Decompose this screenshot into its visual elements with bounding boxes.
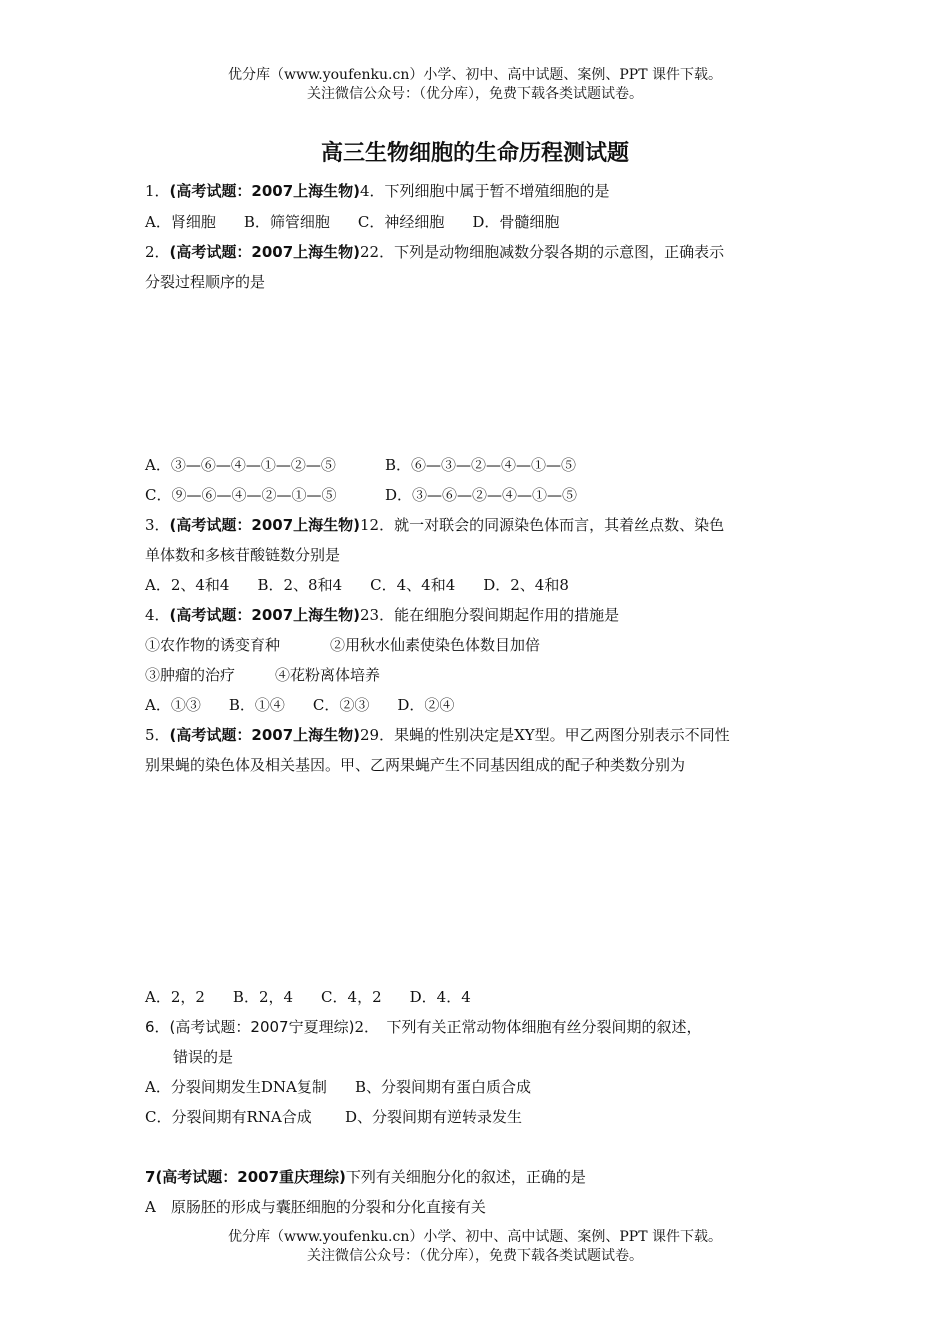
question-5-stem-cont: 别果蝇的染色体及相关基因。甲、乙两果蝇产生不同基因组成的配子种类数分别为 xyxy=(145,756,686,774)
option-a: A．③—⑥—④—①—②—⑤ xyxy=(145,456,336,474)
question-stem: 23．能在细胞分裂间期起作用的措施是 xyxy=(360,606,620,624)
question-6-options-row-2 xyxy=(145,1106,522,1128)
question-5-figure-area xyxy=(145,780,805,980)
question-4 xyxy=(145,604,619,626)
question-1 xyxy=(145,180,610,202)
question-number: 5． xyxy=(145,726,170,744)
question-6 xyxy=(145,1016,701,1038)
option-d: D．4．4 xyxy=(409,988,471,1006)
page-footer xyxy=(0,1228,950,1266)
question-number: 3． xyxy=(145,516,170,534)
item-2: ②用秋水仙素使染色体数目加倍 xyxy=(330,636,541,654)
question-4-items-row-2 xyxy=(145,664,380,686)
question-stem: 4．下列细胞中属于暂不增殖细胞的是 xyxy=(360,182,610,200)
option-c: C．4、4和4 xyxy=(370,576,456,594)
question-source: (高考试题：2007上海生物) xyxy=(169,726,361,744)
option-c: C．神经细胞 xyxy=(357,213,445,231)
option-a: A．肾细胞 xyxy=(145,213,216,231)
question-3 xyxy=(145,514,724,536)
header-line-1: 优分库（www.youfenku.cn）小学、初中、高中试题、案例、PPT 课件下载。 xyxy=(227,67,722,83)
item-1: ①农作物的诱变育种 xyxy=(145,636,281,654)
option-c: C．分裂间期有RNA合成 xyxy=(145,1108,312,1126)
question-number: 1． xyxy=(145,182,170,200)
question-4-items-row-1 xyxy=(145,634,540,656)
question-5-options xyxy=(145,986,471,1008)
question-source: (高考试题：2007宁夏理综) xyxy=(169,1018,355,1036)
option-a: A．2，2 xyxy=(145,988,205,1006)
question-2-stem-cont: 分裂过程顺序的是 xyxy=(145,273,266,291)
question-stem: 2． 下列有关正常动物体细胞有丝分裂间期的叙述， xyxy=(354,1018,702,1036)
question-5 xyxy=(145,724,730,746)
question-3-options xyxy=(145,574,569,596)
question-4-options xyxy=(145,694,454,716)
question-2-options-row-2 xyxy=(145,484,577,506)
question-6-stem-cont: 错误的是 xyxy=(173,1048,234,1066)
option-a: A．分裂间期发生DNA复制 xyxy=(145,1078,327,1096)
question-7 xyxy=(145,1166,586,1188)
question-stem: 22．下列是动物细胞减数分裂各期的示意图，正确表示 xyxy=(360,243,725,261)
option-d: D．③—⑥—②—④—①—⑤ xyxy=(385,486,578,504)
question-6-options-row-1 xyxy=(145,1076,531,1098)
question-number: 7 xyxy=(145,1168,156,1186)
question-source: (高考试题：2007上海生物) xyxy=(169,243,361,261)
footer-line-2: 关注微信公众号：（优分库），免费下载各类试题试卷。 xyxy=(307,1248,643,1264)
option-b: B．2、8和4 xyxy=(257,576,343,594)
question-3-stem-cont: 单体数和多核苷酸链数分别是 xyxy=(145,546,341,564)
question-stem: 下列有关细胞分化的叙述，正确的是 xyxy=(345,1168,586,1186)
option-b: B、分裂间期有蛋白质合成 xyxy=(355,1078,532,1096)
option-d: D．骨髓细胞 xyxy=(472,213,560,231)
page-header xyxy=(0,66,950,104)
question-number: 2． xyxy=(145,243,170,261)
question-number: 6． xyxy=(145,1018,170,1036)
option-d: D、分裂间期有逆转录发生 xyxy=(345,1108,523,1126)
question-7-option-a: A 原肠胚的形成与囊胚细胞的分裂和分化直接有关 xyxy=(145,1198,486,1216)
item-4: ④花粉离体培养 xyxy=(275,666,381,684)
header-line-2: 关注微信公众号：（优分库），免费下载各类试题试卷。 xyxy=(307,86,643,102)
question-2 xyxy=(145,241,724,263)
question-number: 4． xyxy=(145,606,170,624)
option-b: B．①④ xyxy=(228,696,285,714)
question-source: (高考试题：2007上海生物) xyxy=(169,182,361,200)
question-stem: 29．果蝇的性别决定是XY型。甲乙两图分别表示不同性 xyxy=(360,726,730,744)
question-source: (高考试题：2007上海生物) xyxy=(169,516,361,534)
option-a: A．①③ xyxy=(145,696,201,714)
question-source: (高考试题：2007上海生物) xyxy=(169,606,361,624)
option-c: C．4，2 xyxy=(321,988,382,1006)
option-d: D．②④ xyxy=(397,696,455,714)
option-b: B．2，4 xyxy=(232,988,294,1006)
footer-line-1: 优分库（www.youfenku.cn）小学、初中、高中试题、案例、PPT 课件下载。 xyxy=(227,1229,722,1245)
option-c: C．②③ xyxy=(312,696,370,714)
question-2-figure-area xyxy=(145,300,805,450)
option-b: B．筛管细胞 xyxy=(243,213,330,231)
option-b: B．⑥—③—②—④—①—⑤ xyxy=(385,456,577,474)
option-d: D．2、4和8 xyxy=(483,576,569,594)
option-c: C．⑨—⑥—④—②—①—⑤ xyxy=(145,486,337,504)
question-source: (高考试题：2007重庆理综) xyxy=(155,1168,346,1186)
item-3: ③肿瘤的治疗 xyxy=(145,666,236,684)
option-a: A．2、4和4 xyxy=(145,576,230,594)
page-title: 高三生物细胞的生命历程测试题 xyxy=(320,141,629,166)
question-2-options-row-1 xyxy=(145,454,576,476)
question-1-options xyxy=(145,211,559,233)
question-stem: 12．就一对联会的同源染色体而言，其着丝点数、染色 xyxy=(360,516,725,534)
